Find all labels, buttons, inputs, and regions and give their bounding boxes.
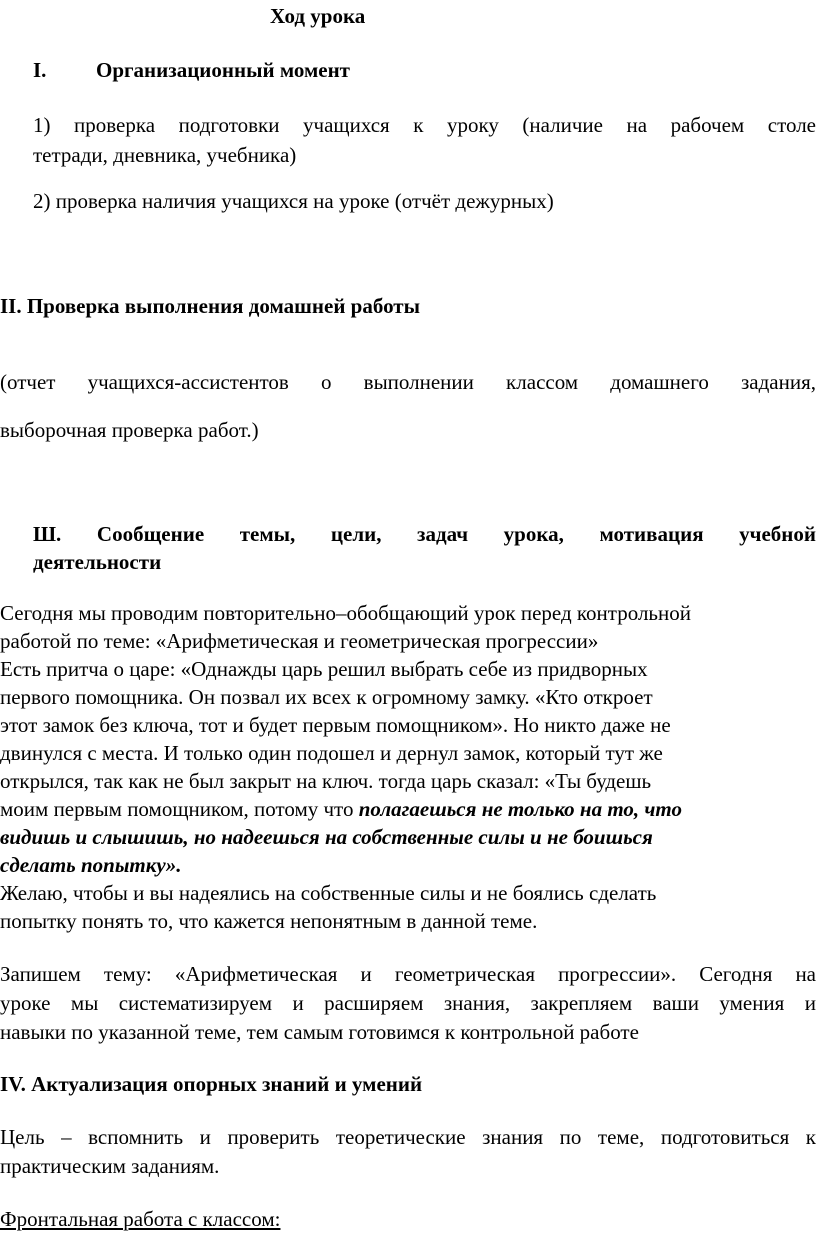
- section-1-item-2: 2) проверка наличия учащихся на уроке (отчёт дежурных): [33, 189, 554, 213]
- emphasis-line: видишь и слышишь, но надеешься на собственные силы и не боишься: [0, 825, 653, 849]
- text-line: тетради, дневника, учебника): [33, 143, 297, 167]
- text-line: открылся, так как не был закрыт на ключ. тогда царь сказал: «Ты будешь: [0, 769, 652, 793]
- text-line: первого помощника. Он позвал их всех к огромному замку. «Кто откроет: [0, 685, 653, 709]
- section-3-heading: [33, 520, 816, 576]
- text-line: Желаю, чтобы и вы надеялись на собственные силы и не боялись сделать: [0, 881, 657, 905]
- text-line: Есть притча о царе: «Однажды царь решил выбрать себе из придворных: [0, 657, 648, 681]
- section-1-numeral: I.: [33, 58, 47, 82]
- text-line: Сегодня мы проводим повторительно–обобщающий урок перед контрольной: [0, 601, 691, 625]
- text-line: работой по теме: «Арифметическая и геометрическая прогрессии»: [0, 629, 599, 653]
- text-line: Запишем тему: «Арифметическая и геометрическая прогрессии». Сегодня на: [0, 962, 816, 986]
- section-4-heading: IV. Актуализация опорных знаний и умений: [0, 1072, 423, 1096]
- text-line: выборочная проверка работ.): [0, 418, 259, 442]
- text-line: 1) проверка подготовки учащихся к уроку (наличие на рабочем столе: [33, 113, 816, 137]
- emphasis-line: сделать попытку».: [0, 853, 182, 877]
- frontal-work-label: Фронтальная работа с классом:: [0, 1207, 281, 1231]
- text-line: практическим заданиям.: [0, 1154, 220, 1178]
- section-1-heading: Организационный момент: [96, 58, 350, 82]
- text-line: навыки по указанной теме, тем самым готовимся к контрольной работе: [0, 1020, 639, 1044]
- text-line: (отчет учащихся-ассистентов о выполнении классом домашнего задания,: [0, 370, 816, 394]
- text-line: Ш. Сообщение темы, цели, задач урока, мотивация учебной: [33, 522, 816, 546]
- text-line: Цель – вспомнить и проверить теоретические знания по теме, подготовиться к: [0, 1125, 816, 1149]
- section-3-topic: [0, 960, 816, 1047]
- section-4-goal: [0, 1123, 816, 1181]
- text-line: попытку понять то, что кажется непонятным в данной теме.: [0, 909, 538, 933]
- plain-text: моим первым помощником, потому что: [0, 797, 359, 821]
- page-title: Ход урока: [270, 4, 366, 28]
- section-2-text: [0, 358, 816, 454]
- section-2-heading: II. Проверка выполнения домашней работы: [0, 294, 420, 318]
- text-line: этот замок без ключа, тот и будет первым помощником». Но никто даже не: [0, 713, 671, 737]
- emphasis-text: полагаешься не только на то, что: [358, 797, 682, 821]
- text-line: двинулся с места. И только один подошел и дернул замок, который тут же: [0, 741, 663, 765]
- section-1-item-1: [33, 110, 816, 170]
- text-line: уроке мы систематизируем и расширяем знания, закрепляем ваши умения и: [0, 991, 816, 1015]
- text-line: деятельности: [33, 550, 162, 574]
- section-3-body: [0, 599, 816, 935]
- text-line: [0, 795, 816, 823]
